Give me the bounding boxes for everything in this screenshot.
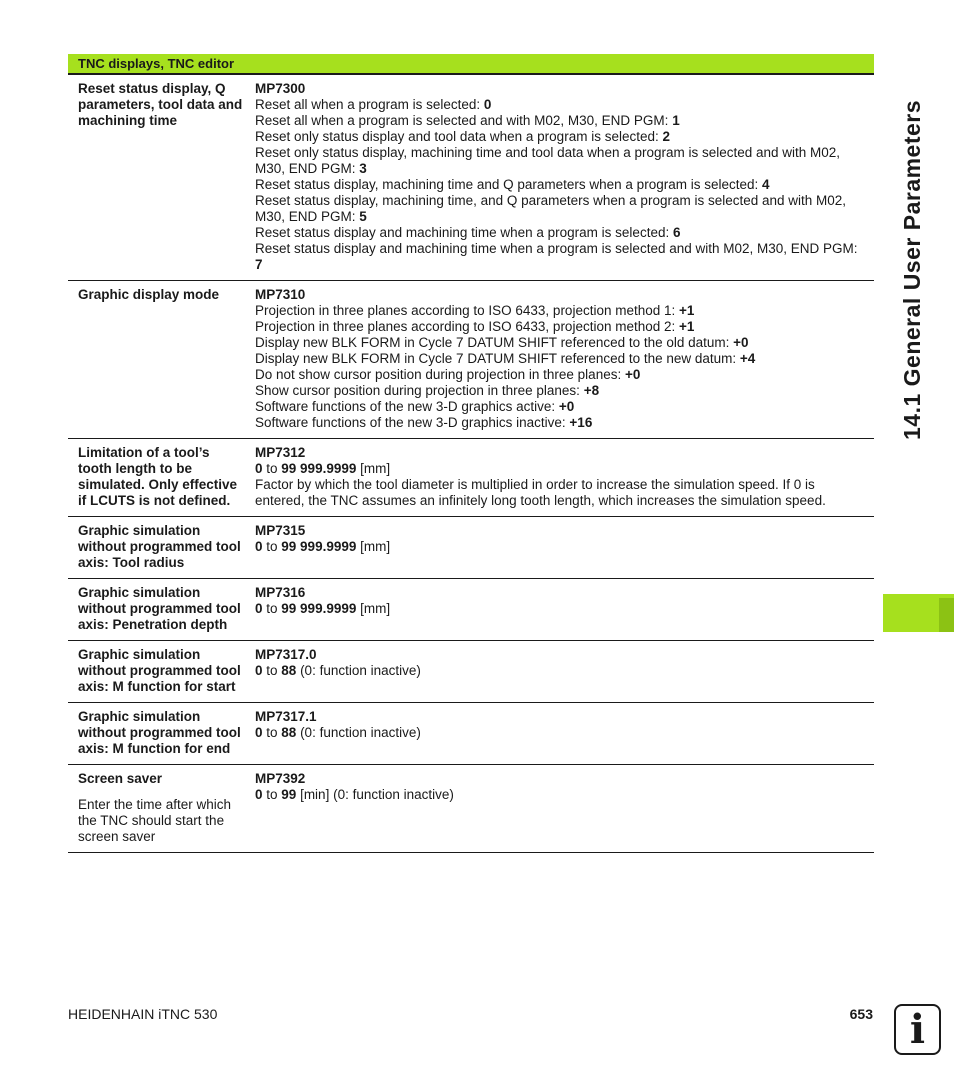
value-code: 5 <box>359 209 367 224</box>
value-line <box>255 129 866 145</box>
parameter-name: Graphic simulation without programmed tool axis: Penetration depth <box>78 585 241 632</box>
value-min: 0 <box>255 787 263 802</box>
parameter-name: Limitation of a tool’s tooth length to be simulated. Only effective if LCUTS is not defined. <box>78 445 238 508</box>
value-code: 99 <box>281 787 297 802</box>
value-text: Software functions of the new 3-D graphics active: <box>255 399 559 414</box>
value-text: Reset only status display and tool data when a program is selected: <box>255 129 663 144</box>
table-row <box>68 641 874 703</box>
page-number: 653 <box>849 1006 873 1022</box>
value-text: Do not show cursor position during projection in three planes: <box>255 367 625 382</box>
value-code: +1 <box>679 319 695 334</box>
parameter-description <box>245 647 874 695</box>
machine-parameter-id: MP7317.0 <box>255 647 317 662</box>
value-text: Reset status display and machining time when a program is selected and with M02, M30, END PGM: <box>255 241 858 256</box>
parameter-table <box>68 54 874 853</box>
parameter-description <box>245 709 874 757</box>
parameter-description <box>245 287 874 431</box>
value-text: Reset all when a program is selected: <box>255 97 484 112</box>
value-code: 6 <box>672 225 681 240</box>
value-min: 0 <box>255 725 263 740</box>
parameter-label <box>68 81 245 273</box>
table-body <box>68 75 874 853</box>
parameter-description <box>245 523 874 571</box>
value-line <box>255 335 866 351</box>
value-text: Display new BLK FORM in Cycle 7 DATUM SHIFT referenced to the old datum: <box>255 335 734 350</box>
value-code: 99 999.9999 <box>281 461 357 476</box>
chapter-tab-shade <box>939 598 954 632</box>
parameter-label <box>68 647 245 695</box>
machine-parameter-id: MP7312 <box>255 445 306 460</box>
parameter-label <box>68 445 245 509</box>
value-code: 99 999.9999 <box>281 601 357 616</box>
table-header: TNC displays, TNC editor <box>68 54 874 75</box>
value-line <box>255 97 866 113</box>
value-text: Reset status display, machining time, and Q parameters when a program is selected and with M02, M30, END PGM: <box>255 193 847 224</box>
value-code: 4 <box>762 177 770 192</box>
table-row <box>68 281 874 439</box>
value-line <box>255 351 866 367</box>
value-code: 2 <box>662 129 670 144</box>
parameter-name: Graphic display mode <box>78 287 220 302</box>
value-line <box>255 415 866 431</box>
value-line <box>255 383 866 399</box>
parameter-description <box>245 771 874 845</box>
value-line <box>255 787 866 803</box>
value-line <box>255 399 866 415</box>
value-line <box>255 461 866 477</box>
value-code: +4 <box>739 351 756 366</box>
value-line <box>255 601 866 617</box>
value-unit: (0: function inactive) <box>296 663 421 678</box>
value-code: 88 <box>281 725 297 740</box>
parameter-label <box>68 771 245 845</box>
machine-parameter-id: MP7310 <box>255 287 306 302</box>
value-line <box>255 725 866 741</box>
parameter-name: Graphic simulation without programmed tool axis: Tool radius <box>78 523 241 570</box>
table-row <box>68 517 874 579</box>
parameter-label <box>68 287 245 431</box>
value-line <box>255 145 866 177</box>
value-text: Reset status display and machining time when a program is selected: <box>255 225 673 240</box>
table-row <box>68 579 874 641</box>
value-code: 7 <box>255 257 263 272</box>
value-text: to <box>262 601 282 616</box>
value-line <box>255 539 866 555</box>
value-text: to <box>262 663 282 678</box>
parameter-name: Reset status display, Q parameters, tool data and machining time <box>78 81 243 128</box>
parameter-description <box>245 445 874 509</box>
value-code: 3 <box>359 161 367 176</box>
value-unit: [mm] <box>356 539 391 554</box>
value-code: +16 <box>569 415 593 430</box>
value-code: 99 999.9999 <box>281 539 357 554</box>
parameter-name: Graphic simulation without programmed tool axis: M function for start <box>78 647 241 694</box>
table-row <box>68 75 874 281</box>
value-code: +0 <box>558 399 575 414</box>
value-line <box>255 477 866 509</box>
value-text: Projection in three planes according to ISO 6433, projection method 2: <box>255 319 680 334</box>
value-line <box>255 225 866 241</box>
value-unit: [min] (0: function inactive) <box>296 787 454 802</box>
value-code: 1 <box>672 113 680 128</box>
machine-parameter-id: MP7317.1 <box>255 709 317 724</box>
parameter-label <box>68 523 245 571</box>
footer-product: HEIDENHAIN iTNC 530 <box>68 1006 218 1022</box>
value-line <box>255 319 866 335</box>
value-text: to <box>262 725 282 740</box>
parameter-name: Screen saver <box>78 771 163 786</box>
info-icon: i <box>894 1004 941 1055</box>
value-code: +0 <box>733 335 749 350</box>
value-text: Show cursor position during projection in three planes: <box>255 383 584 398</box>
value-text: Reset only status display, machining time and tool data when a program is selected and with M02, M30, END PGM: <box>255 145 841 176</box>
value-line <box>255 663 866 679</box>
machine-parameter-id: MP7300 <box>255 81 306 96</box>
machine-parameter-id: MP7316 <box>255 585 306 600</box>
value-unit: [mm] <box>356 601 391 616</box>
table-row <box>68 765 874 853</box>
value-text: Software functions of the new 3-D graphics inactive: <box>255 415 570 430</box>
parameter-note: Enter the time after which the TNC should start the screen saver <box>78 797 232 844</box>
value-line <box>255 177 866 193</box>
value-text: Reset status display, machining time and Q parameters when a program is selected: <box>255 177 762 192</box>
chapter-title: 14.1 General User Parameters <box>899 99 925 440</box>
value-min: 0 <box>255 663 263 678</box>
value-min: 0 <box>255 601 263 616</box>
value-code: +8 <box>583 383 600 398</box>
value-text: to <box>262 461 282 476</box>
value-code: +0 <box>624 367 641 382</box>
table-row <box>68 703 874 765</box>
value-line <box>255 367 866 383</box>
value-text: Factor by which the tool diameter is multiplied in order to increase the simulation speed. If 0 is entered, the TNC assumes an infinitely long tooth length, which increases the simulation speed. <box>255 477 826 508</box>
parameter-label <box>68 709 245 757</box>
value-line <box>255 193 866 225</box>
value-unit: (0: function inactive) <box>296 725 421 740</box>
parameter-name: Graphic simulation without programmed tool axis: M function for end <box>78 709 241 756</box>
machine-parameter-id: MP7392 <box>255 771 306 786</box>
table-row <box>68 439 874 517</box>
value-min: 0 <box>255 461 263 476</box>
value-line <box>255 241 866 273</box>
value-code: 0 <box>483 97 492 112</box>
value-min: 0 <box>255 539 263 554</box>
parameter-description <box>245 585 874 633</box>
value-code: 88 <box>281 663 297 678</box>
value-text: Reset all when a program is selected and with M02, M30, END PGM: <box>255 113 673 128</box>
value-text: Display new BLK FORM in Cycle 7 DATUM SHIFT referenced to the new datum: <box>255 351 740 366</box>
value-text: Projection in three planes according to ISO 6433, projection method 1: <box>255 303 680 318</box>
value-code: +1 <box>679 303 695 318</box>
value-unit: [mm] <box>356 461 391 476</box>
machine-parameter-id: MP7315 <box>255 523 306 538</box>
value-text: to <box>262 539 282 554</box>
value-line <box>255 303 866 319</box>
value-text: to <box>262 787 282 802</box>
parameter-label <box>68 585 245 633</box>
parameter-description <box>245 81 874 273</box>
value-line <box>255 113 866 129</box>
